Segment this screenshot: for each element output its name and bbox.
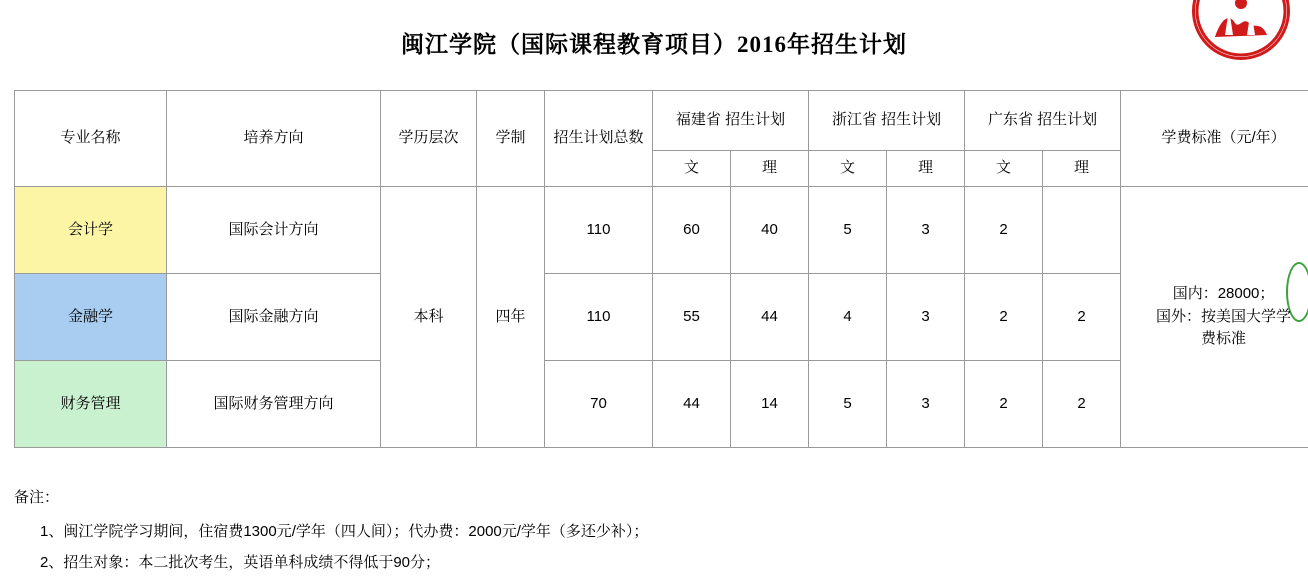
cell-fujian-wen: 60 [653, 187, 731, 274]
subheader-guangdong-li: 理 [1043, 151, 1121, 187]
subheader-fujian-wen: 文 [653, 151, 731, 187]
cell-total: 70 [545, 361, 653, 448]
notes-label: 备注： [14, 482, 1114, 514]
page-title: 闽江学院（国际课程教育项目）2016年招生计划 [0, 26, 1308, 59]
cell-tuition [1121, 187, 1308, 448]
note-item: 1、闽江学院学习期间，住宿费1300元/学年（四人间）；代办费：2000元/学年（多还少补）； [14, 516, 1114, 548]
subheader-guangdong-wen: 文 [965, 151, 1043, 187]
cell-direction: 国际财务管理方向 [167, 361, 381, 448]
cell-total: 110 [545, 187, 653, 274]
table-row [15, 361, 1308, 448]
table-row [15, 187, 1308, 274]
cell-zhejiang-wen: 4 [809, 274, 887, 361]
cell-guangdong-wen: 2 [965, 187, 1043, 274]
cell-zhejiang-wen: 5 [809, 187, 887, 274]
cell-years: 四年 [477, 187, 545, 448]
cell-guangdong-li: 2 [1043, 361, 1121, 448]
tuition-line-1: 国内：28000； [1125, 283, 1308, 306]
tuition-line-2: 国外：按美国大学学 [1125, 306, 1308, 329]
cell-level: 本科 [381, 187, 477, 448]
cell-zhejiang-li: 3 [887, 361, 965, 448]
cell-zhejiang-li: 3 [887, 274, 965, 361]
cell-guangdong-wen: 2 [965, 274, 1043, 361]
cell-guangdong-li [1043, 187, 1121, 274]
cell-major: 财务管理 [15, 361, 167, 448]
header-years: 学制 [477, 91, 545, 187]
header-level: 学历层次 [381, 91, 477, 187]
notes-section [14, 482, 1114, 579]
cell-fujian-li: 14 [731, 361, 809, 448]
header-tuition: 学费标准（元/年） [1121, 91, 1308, 187]
cell-direction: 国际会计方向 [167, 187, 381, 274]
header-guangdong: 广东省 招生计划 [965, 91, 1121, 151]
cell-major: 会计学 [15, 187, 167, 274]
cell-zhejiang-wen: 5 [809, 361, 887, 448]
subheader-fujian-li: 理 [731, 151, 809, 187]
cell-zhejiang-li: 3 [887, 187, 965, 274]
cell-total: 110 [545, 274, 653, 361]
cell-fujian-wen: 55 [653, 274, 731, 361]
tuition-line-3: 费标准 [1125, 328, 1308, 351]
header-total: 招生计划总数 [545, 91, 653, 187]
subheader-zhejiang-wen: 文 [809, 151, 887, 187]
cell-guangdong-li: 2 [1043, 274, 1121, 361]
header-major: 专业名称 [15, 91, 167, 187]
header-direction: 培养方向 [167, 91, 381, 187]
header-zhejiang: 浙江省 招生计划 [809, 91, 965, 151]
note-item: 2、招生对象：本二批次考生，英语单科成绩不得低于90分； [14, 547, 1114, 579]
enrollment-plan-table [14, 90, 1308, 448]
cell-direction: 国际金融方向 [167, 274, 381, 361]
subheader-zhejiang-li: 理 [887, 151, 965, 187]
cell-fujian-li: 44 [731, 274, 809, 361]
table-row [15, 274, 1308, 361]
cell-major: 金融学 [15, 274, 167, 361]
cell-fujian-li: 40 [731, 187, 809, 274]
header-fujian: 福建省 招生计划 [653, 91, 809, 151]
cell-guangdong-wen: 2 [965, 361, 1043, 448]
table-header-row [15, 91, 1308, 151]
cell-fujian-wen: 44 [653, 361, 731, 448]
